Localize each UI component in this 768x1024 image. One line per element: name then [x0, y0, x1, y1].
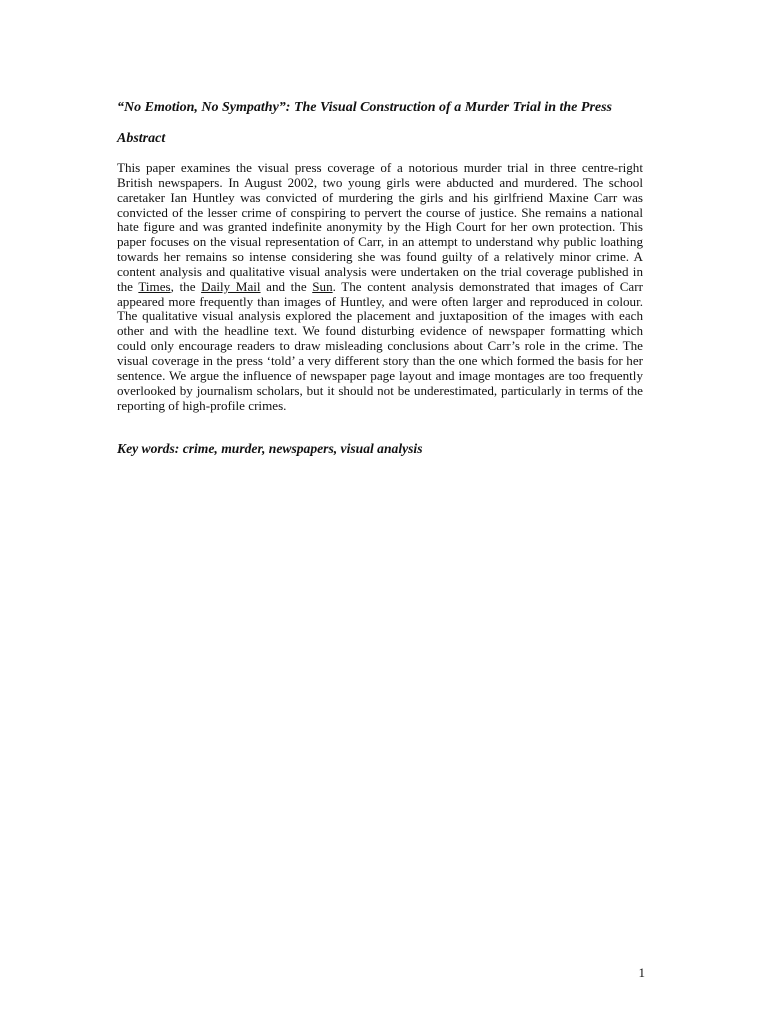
keywords: Key words: crime, murder, newspapers, visual analysis: [117, 441, 423, 457]
abstract-text-part1: This paper examines the visual press coverage of a notorious murder trial in three centre-right British newspapers. In August 2002, two young girls were abducted and murdered. The school caretaker Ian Huntley was convicted of murdering the girls and his girlfriend Maxine Carr was convicted of the lesser crime of conspiring to pervert the course of justice. She remains a national hate figure and was granted indefinite anonymity by the High Court for her own protection. This paper focuses on the visual representation of Carr, in an attempt to understand why public loathing towards her remains so intense considering she was found guilty of a relatively minor crime. A content analysis and qualitative visual analysis were undertaken on the trial coverage published in the: [117, 160, 643, 294]
newspaper-daily-mail: Daily Mail: [201, 278, 261, 294]
abstract-heading: Abstract: [117, 131, 166, 146]
newspaper-times: Times: [138, 278, 171, 294]
abstract-text-separator: , the: [170, 278, 202, 294]
page-content: [117, 98, 643, 459]
abstract-text-part2: . The content analysis demonstrated that images of Carr appeared more frequently than images of Huntley, and were often larger and reproduced in colour. The qualitative visual analysis explored the placement and juxtaposition of the images with each other and with the headline text. We found disturbing evidence of newspaper formatting which could only encourage readers to draw misleading conclusions about Carr’s role in the crime. The visual coverage in the press ‘told’ a very different story than the one which formed the basis for her sentence. We argue the influence of newspaper page layout and image montages are too frequently overlooked by journalism scholars, but it should not be underestimated, particularly in terms of the reporting of high-profile crimes.: [117, 278, 643, 413]
paper-title: “No Emotion, No Sympathy”: The Visual Construction of a Murder Trial in the Press: [117, 100, 613, 115]
abstract-body: [117, 161, 643, 413]
newspaper-sun: Sun: [312, 278, 333, 294]
abstract-text-separator: and the: [260, 278, 313, 294]
page-number: 1: [638, 965, 645, 980]
